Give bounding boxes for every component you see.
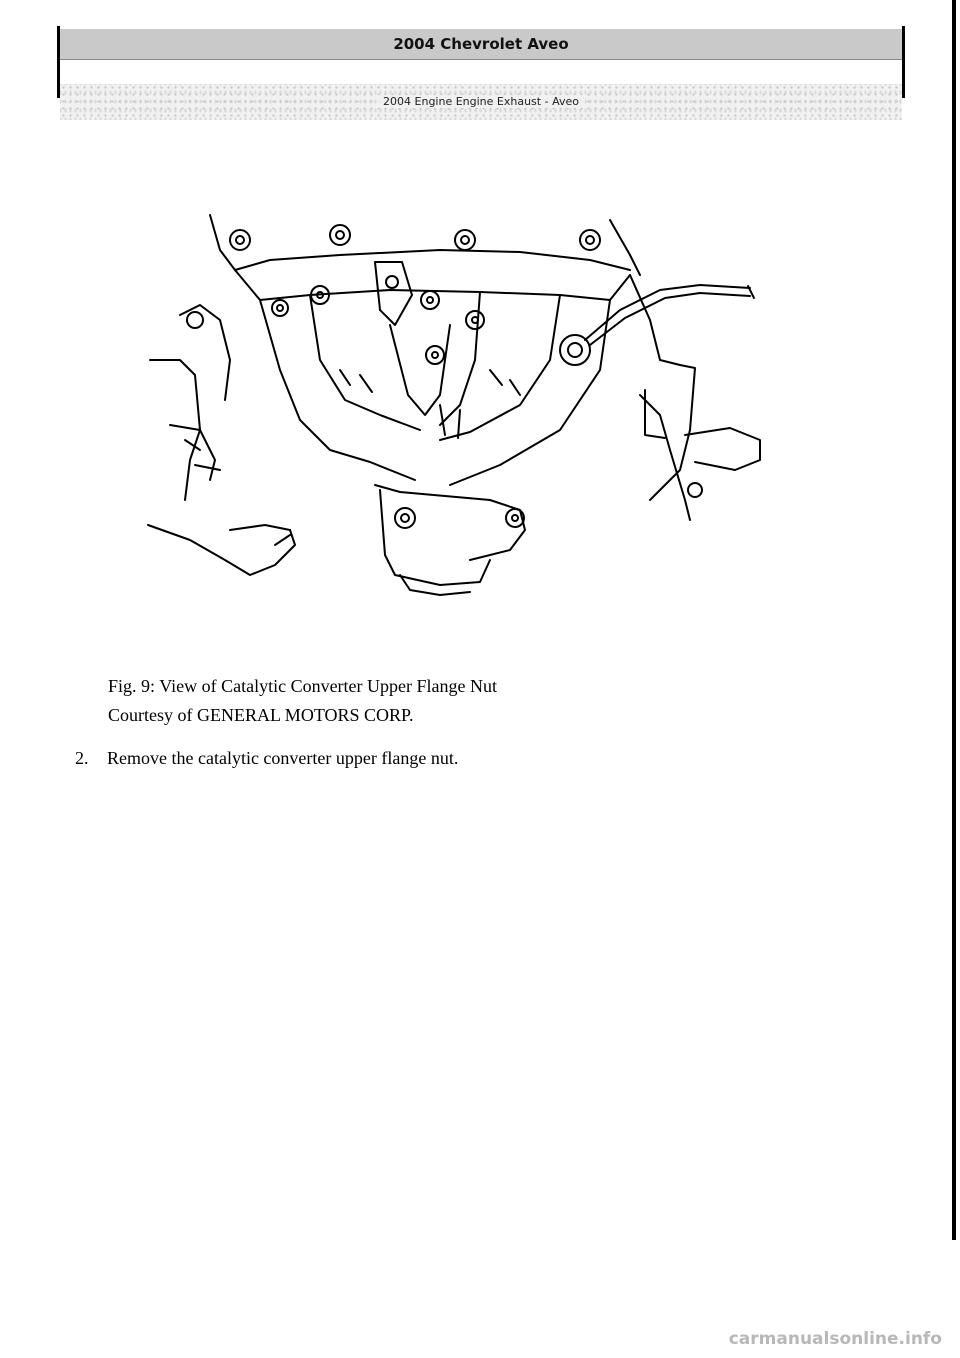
figure-caption-title: Fig. 9: View of Catalytic Converter Upper Flange Nut: [108, 676, 498, 696]
figure-caption: [108, 672, 497, 730]
step-text: Remove the catalytic converter upper flange nut.: [107, 748, 459, 768]
step-number: 2.: [75, 748, 89, 768]
procedure-step: [75, 748, 458, 769]
header-subtitle-bar: [60, 84, 902, 120]
page-border-rule: [952, 0, 956, 1240]
exhaust-manifold-illustration: [140, 200, 780, 610]
header-title: 2004 Chevrolet Aveo: [60, 29, 902, 60]
site-watermark: carmanualsonline.info: [728, 1329, 942, 1349]
figure-caption-credit: Courtesy of GENERAL MOTORS CORP.: [108, 705, 414, 725]
page-header: [57, 26, 905, 108]
header-subtitle: 2004 Engine Engine Exhaust - Aveo: [377, 95, 585, 108]
